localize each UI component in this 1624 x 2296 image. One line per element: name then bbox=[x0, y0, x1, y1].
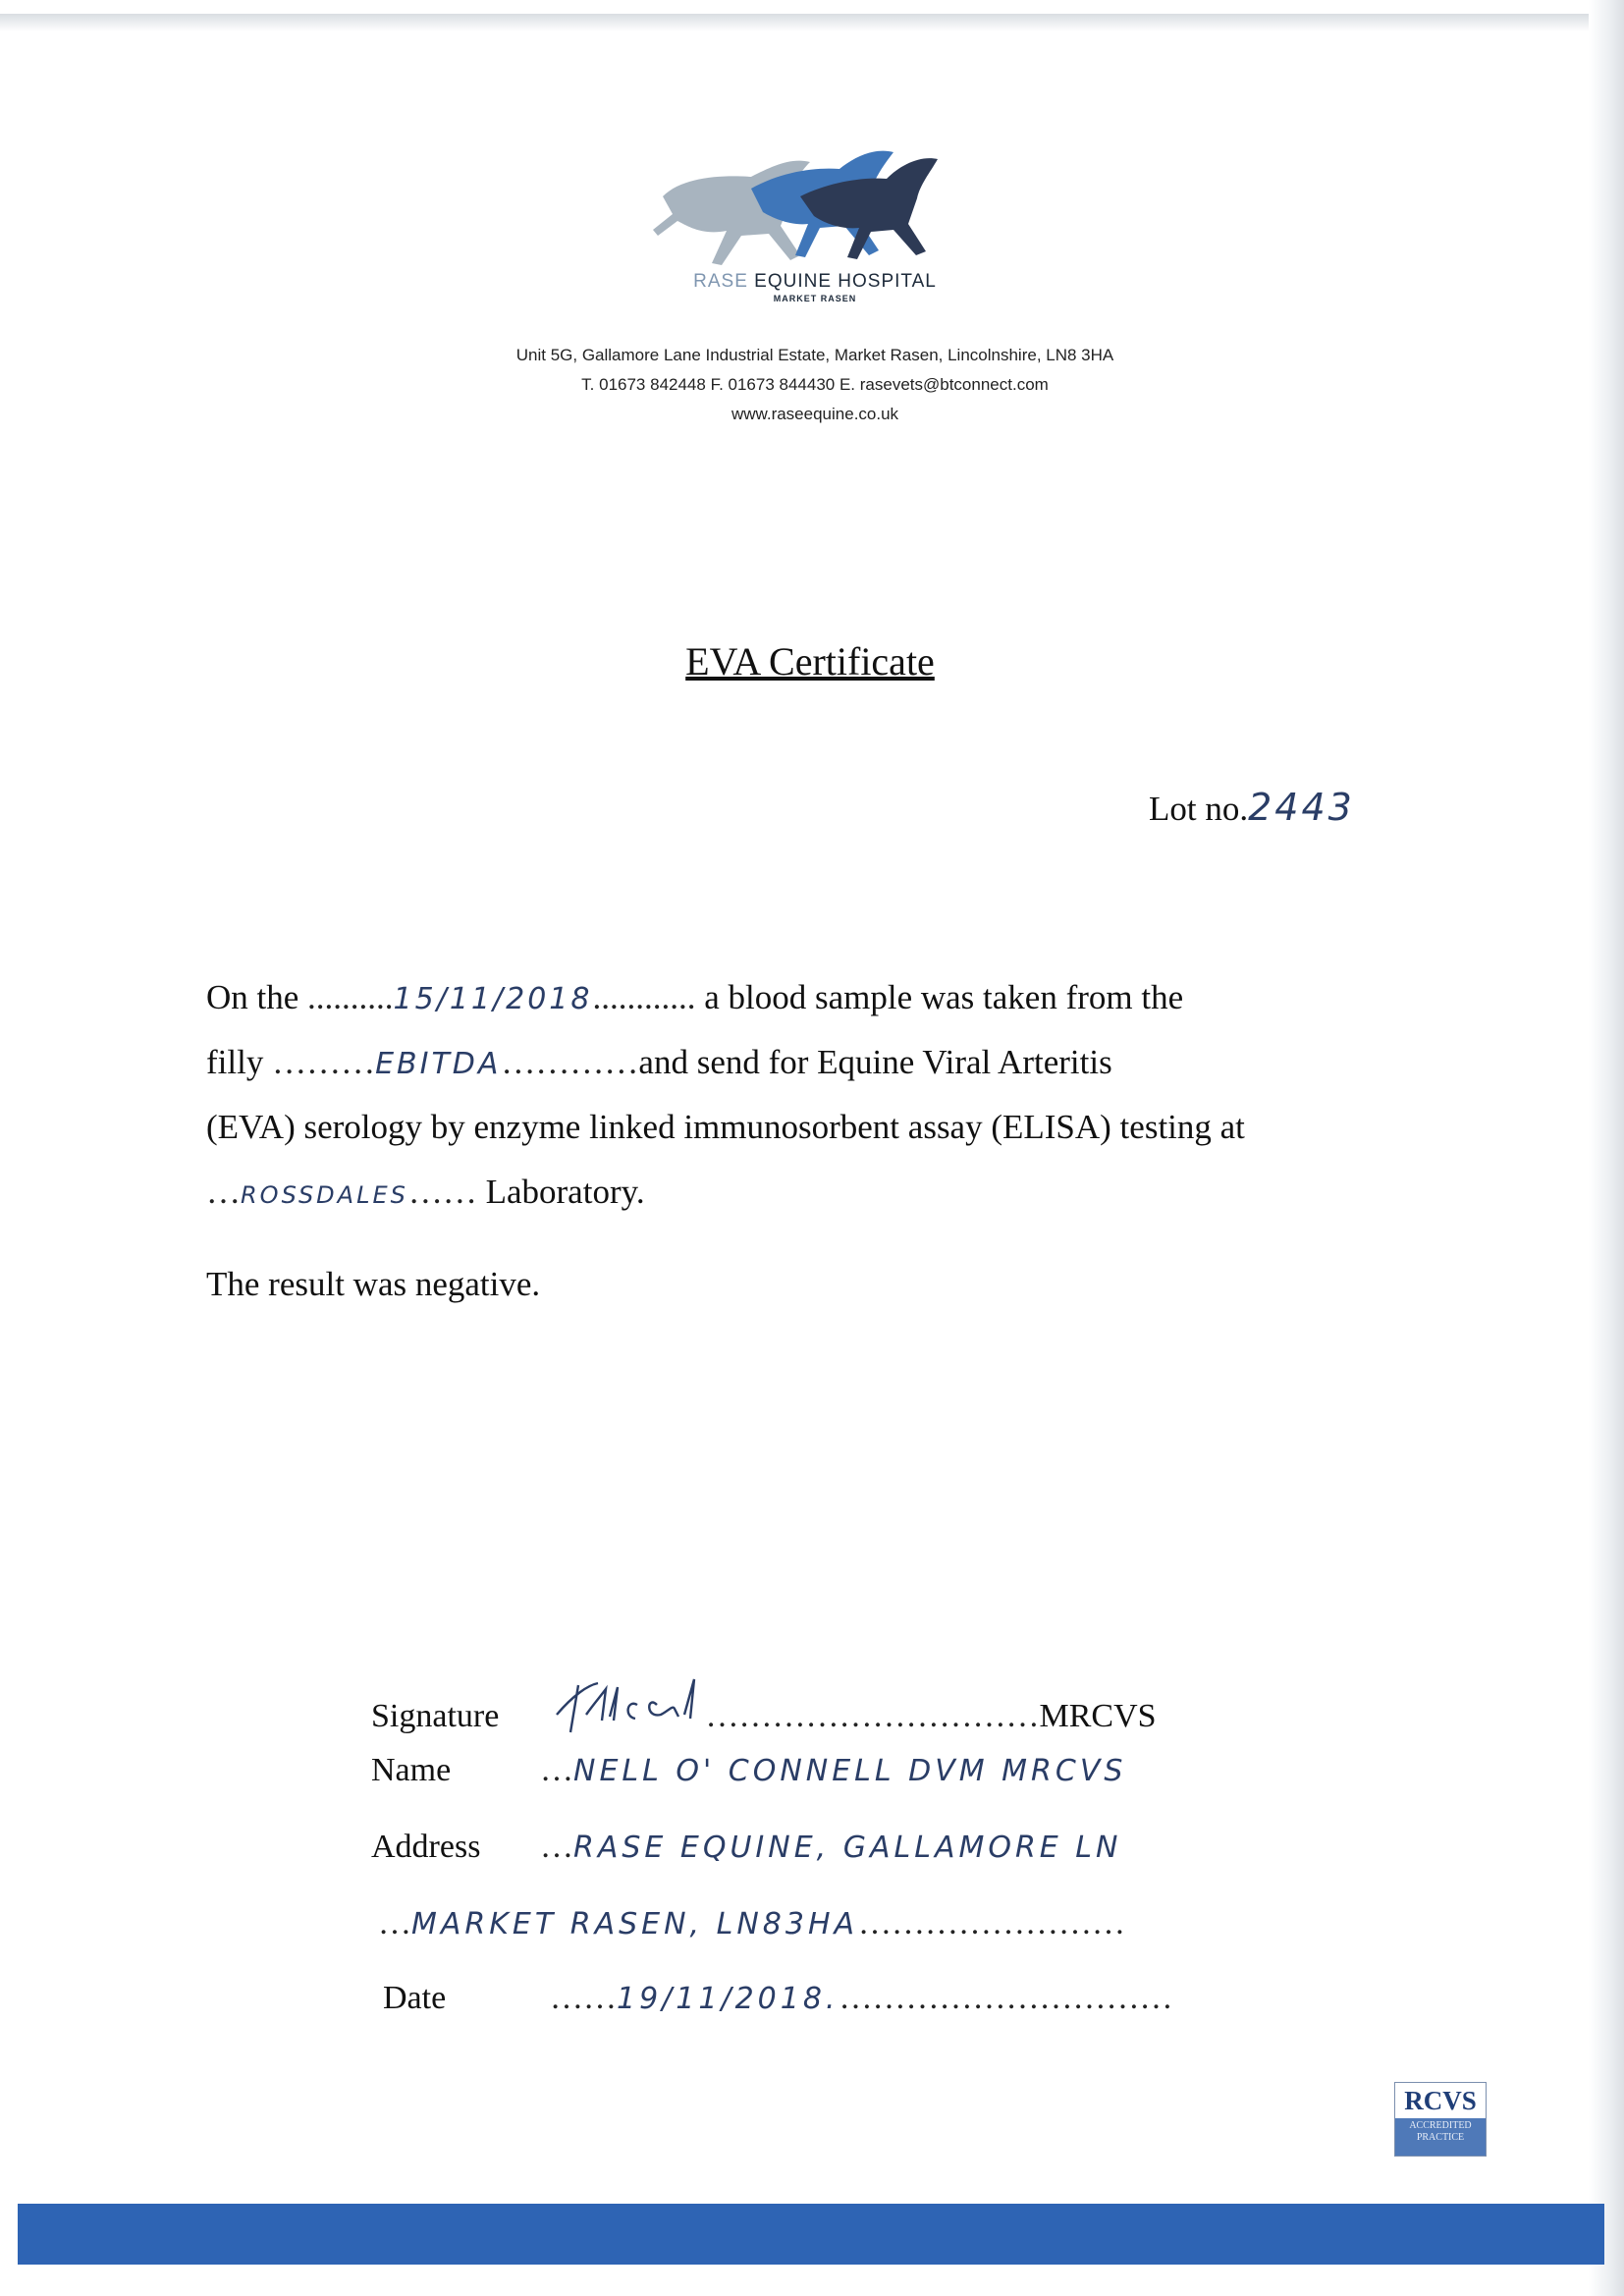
sample-date: 15/11/2018 bbox=[393, 982, 593, 1016]
hospital-website: www.raseequine.co.uk bbox=[731, 405, 899, 423]
line4-dots-a: … bbox=[206, 1173, 241, 1211]
line1-dots-b: ............ bbox=[592, 978, 696, 1016]
line1-dots-a: .......... bbox=[307, 978, 394, 1016]
line4-suffix: Laboratory. bbox=[485, 1173, 645, 1211]
hospital-name bbox=[589, 271, 1041, 293]
result-statement: The result was negative. bbox=[206, 1265, 541, 1303]
hospital-contact: T. 01673 842448 F. 01673 844430 E. rasevets@btconnect.com bbox=[581, 375, 1049, 394]
date-dots-a: …… bbox=[550, 1980, 617, 2016]
address-line-2 bbox=[378, 1905, 1125, 1942]
rcvs-badge-title: RCVS bbox=[1404, 2085, 1477, 2115]
address-line2-dots-a: … bbox=[378, 1905, 411, 1941]
line1-suffix: a blood sample was taken from the bbox=[695, 978, 1184, 1016]
signature-row bbox=[371, 1675, 1157, 1736]
lot-label: Lot no. bbox=[1149, 790, 1249, 828]
lot-number-row bbox=[1149, 786, 1355, 829]
rcvs-accreditation-badge bbox=[1394, 2082, 1487, 2157]
hospital-name-prefix: RASE bbox=[693, 271, 748, 292]
statement-line-3: (EVA) serology by enzyme linked immunosorbent assay (ELISA) testing at bbox=[206, 1108, 1245, 1146]
date-value: 19/11/2018. bbox=[617, 1982, 839, 2016]
address-line2-dots-b: …………………… bbox=[858, 1905, 1126, 1941]
page-title: EVA Certificate bbox=[685, 639, 935, 683]
address-dots: … bbox=[540, 1829, 573, 1865]
footer-bar bbox=[18, 2204, 1604, 2265]
line2-prefix: filly bbox=[206, 1043, 273, 1081]
address-value: RASE EQUINE, GALLAMORE LN bbox=[573, 1831, 1122, 1865]
name-dots: … bbox=[540, 1752, 573, 1788]
hospital-address: Unit 5G, Gallamore Lane Industrial Estate, Market Rasen, Lincolnshire, LN8 3HA bbox=[515, 346, 1114, 364]
line4-dots-b: …… bbox=[407, 1173, 486, 1211]
hospital-location: MARKET RASEN bbox=[773, 294, 857, 303]
statement-line-2 bbox=[206, 1043, 1112, 1082]
statement-line-1 bbox=[206, 978, 1183, 1017]
name-row bbox=[371, 1752, 1126, 1789]
line2-dots-a: ……… bbox=[272, 1043, 376, 1081]
handwritten-signature bbox=[549, 1675, 706, 1736]
address-row bbox=[371, 1829, 1121, 1866]
rcvs-badge-caption bbox=[1395, 2118, 1486, 2156]
laboratory-name: ROSSDALES bbox=[241, 1181, 408, 1209]
line2-suffix: and send for Equine Viral Arteritis bbox=[638, 1043, 1112, 1081]
name-value: NELL O' CONNELL DVM MRCVS bbox=[573, 1754, 1127, 1788]
signature-suffix: MRCVS bbox=[1039, 1698, 1157, 1734]
filly-name: EBITDA bbox=[375, 1047, 502, 1081]
line1-prefix: On the bbox=[206, 978, 308, 1016]
line2-dots-b: ………… bbox=[501, 1043, 639, 1081]
date-dots-b: ………………………… bbox=[839, 1980, 1173, 2016]
rcvs-badge-line1: ACCREDITED bbox=[1409, 2120, 1472, 2131]
lot-number: 2443 bbox=[1248, 786, 1355, 829]
scan-right-edge bbox=[1589, 0, 1624, 2296]
signature-label: Signature bbox=[371, 1698, 500, 1734]
scan-top-edge bbox=[0, 14, 1624, 31]
statement-line-4 bbox=[206, 1173, 645, 1212]
rcvs-badge-line2: PRACTICE bbox=[1416, 2132, 1465, 2143]
hospital-name-main: EQUINE HOSPITAL bbox=[754, 271, 937, 292]
address-label: Address bbox=[371, 1829, 481, 1865]
signature-dots: ………………………… bbox=[705, 1698, 1040, 1734]
address-line2-value: MARKET RASEN, LN83HA bbox=[411, 1907, 859, 1941]
date-label: Date bbox=[383, 1980, 447, 2016]
date-row bbox=[383, 1980, 1172, 2017]
name-label: Name bbox=[371, 1752, 452, 1788]
